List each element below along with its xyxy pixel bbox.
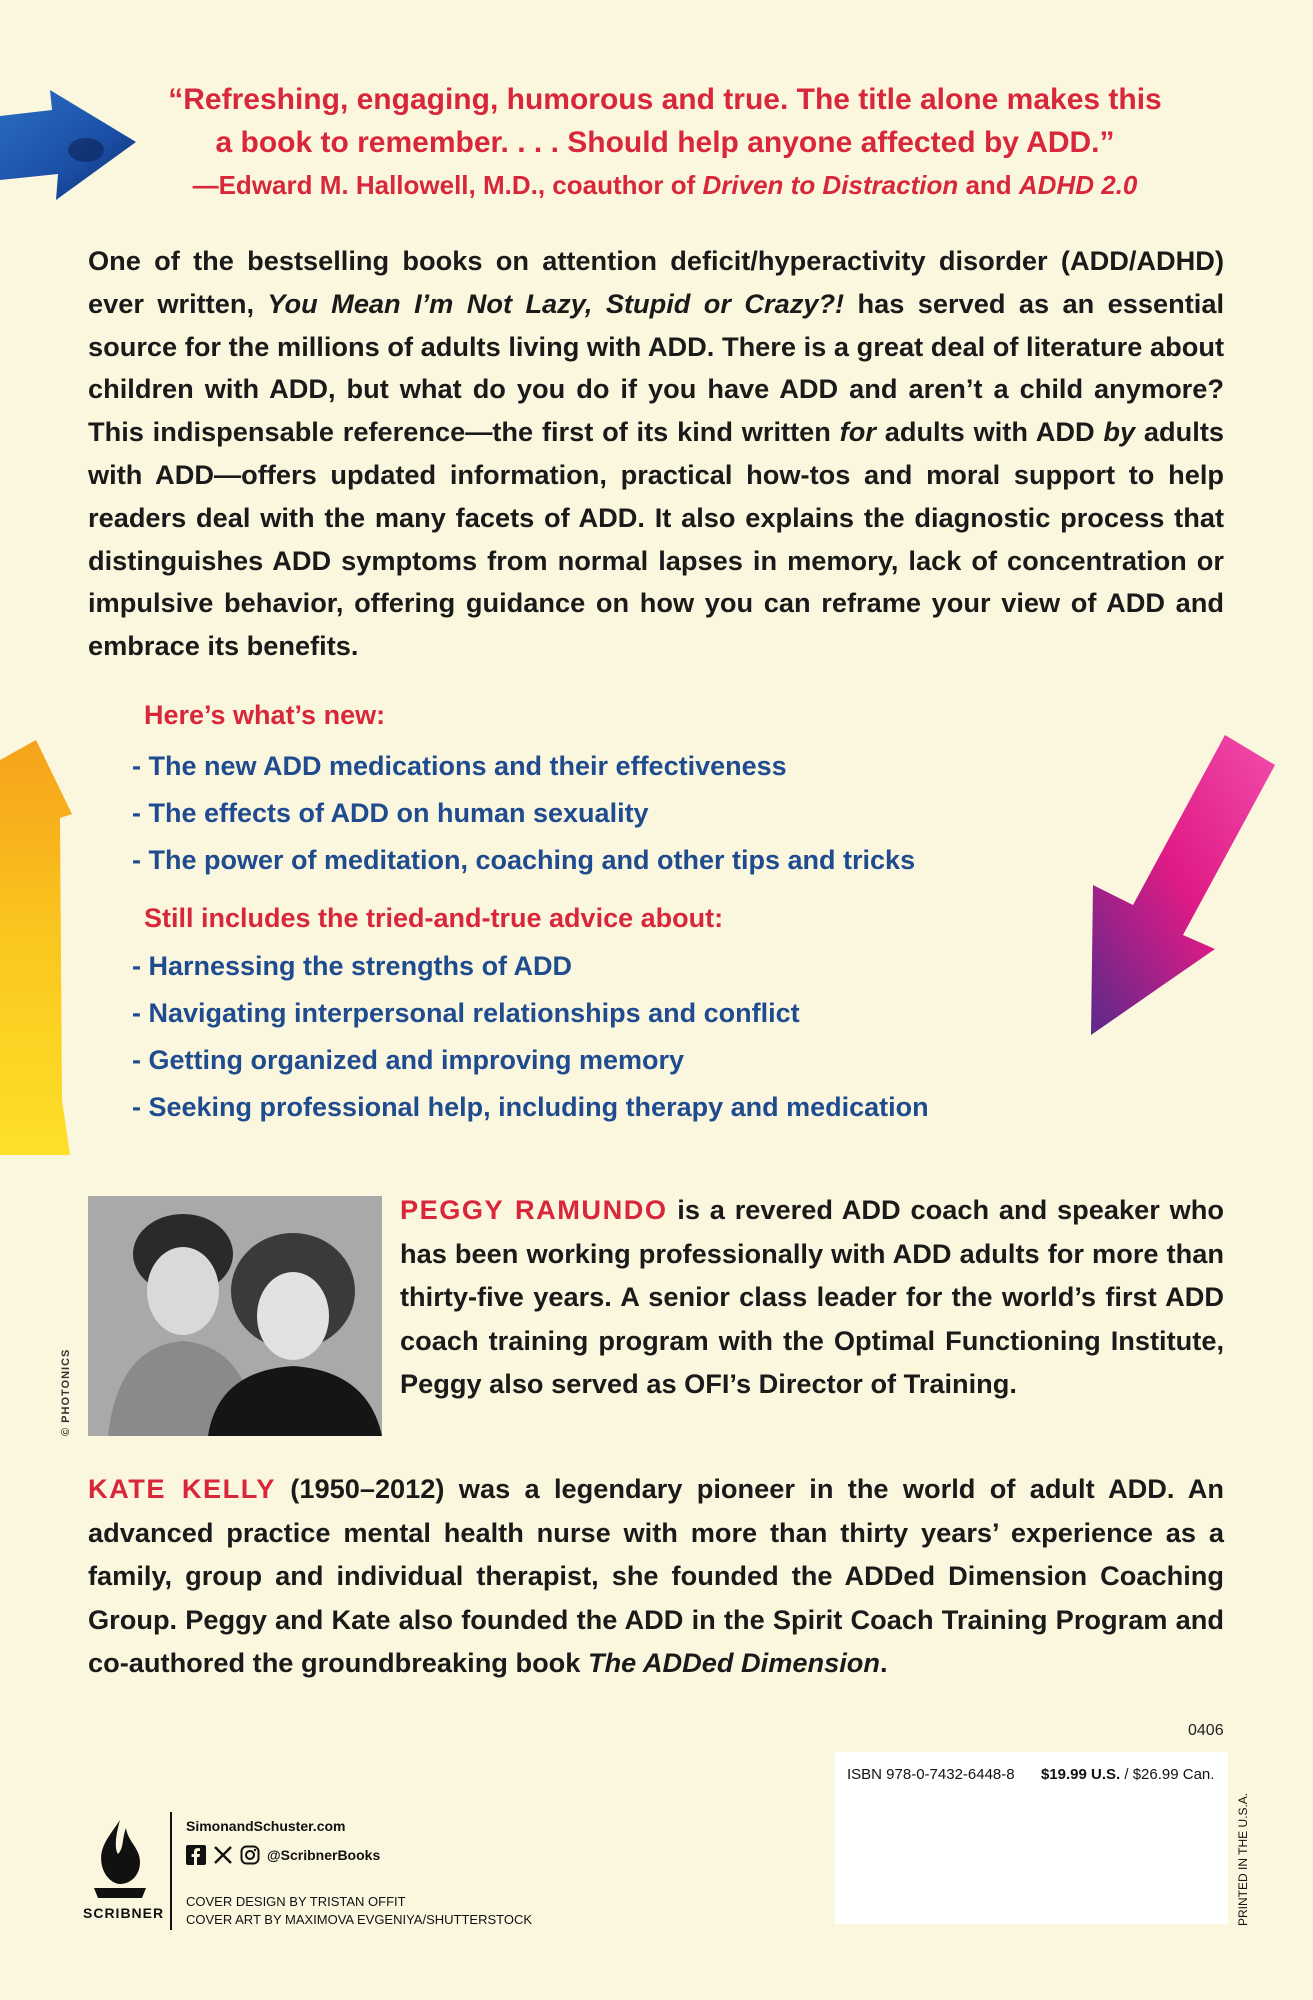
photo-credit: © PHOTONICS	[60, 1348, 72, 1436]
list-item: - Harnessing the strengths of ADD	[132, 951, 573, 981]
description-paragraph	[88, 240, 1224, 668]
blurb-by: by	[1103, 416, 1136, 448]
whats-new-list	[132, 743, 915, 884]
list-item: - The effects of ADD on human sexuality	[132, 798, 649, 828]
blurb-book-title: You Mean I’m Not Lazy, Stupid or Crazy?!	[267, 287, 845, 319]
bio-peggy-text: is a revered ADD coach and speaker who has been working professionally with ADD adults for more than thirty-five years. A senior class leader for the world’s first ADD coach training program with the Optimal Functioning Institute, Peggy also served as OFI’s Director of Training.	[400, 1194, 1224, 1399]
bio-kate-end: .	[880, 1647, 888, 1678]
scribner-flame-logo-icon	[90, 1818, 150, 1900]
cover-design-credit: COVER DESIGN BY TRISTAN OFFIT	[186, 1894, 406, 1909]
price-separator: /	[1120, 1766, 1133, 1783]
product-code: 0406	[1188, 1722, 1224, 1739]
price-us: $19.99 U.S.	[1040, 1766, 1121, 1783]
website-link[interactable]: SimonandSchuster.com	[186, 1818, 346, 1834]
list-item: - Getting organized and improving memory	[132, 1045, 685, 1075]
author-photo	[88, 1196, 382, 1436]
facebook-icon[interactable]	[186, 1845, 206, 1865]
blurb-text-3: adults with ADD	[875, 416, 1104, 448]
bio-kate-book: The ADDed Dimension	[587, 1647, 881, 1678]
yellow-arrow-icon	[0, 740, 78, 1155]
bio-kate-text: (1950–2012) was a legendary pioneer in the world of adult ADD. An advanced practice mental health nurse with more than thirty years’ experience as a family, group and individual therapist, she founded the ADDed Dimension Coaching Group. Peggy and Kate also founded the ADD in the Spirit Coach Training Program and co-authored the groundbreaking book	[88, 1473, 1224, 1678]
quote-attribution	[120, 164, 1210, 207]
barcode-area	[835, 1752, 1228, 1924]
book-title-1: Driven to Distraction	[702, 170, 959, 200]
list-item: - Navigating interpersonal relationships and conflict	[132, 998, 800, 1028]
blurb-text-4: adults with ADD—offers updated information, practical how-tos and moral support to help readers deal with the many facets of ADD. It also explains the diagnostic process that distinguishes ADD symptoms from normal lapses in memory, lack of concentration or impulsive behavior, offering guidance on how you can reframe your view of ADD and embrace its benefits.	[88, 416, 1224, 662]
blurb-for: for	[839, 416, 876, 448]
author-name-peggy: PEGGY RAMUNDO	[400, 1194, 668, 1225]
instagram-icon[interactable]	[240, 1845, 260, 1865]
publisher-divider	[170, 1812, 172, 1930]
social-handle[interactable]: @ScribnerBooks	[267, 1847, 381, 1863]
blurb-text-2: has served as an essential source for the millions of adults living with ADD. There is a great deal of literature about children with ADD, but what do you do if you have ADD and aren’t a child anymore? This indispensable reference—the first of its kind written	[88, 287, 1225, 448]
bio-kate	[88, 1467, 1224, 1685]
social-row	[186, 1845, 380, 1865]
isbn-line	[847, 1766, 1214, 1783]
quote-line-1: “Refreshing, engaging, humorous and true. The title alone makes this	[168, 83, 1162, 116]
price-can: $26.99 Can.	[1132, 1766, 1215, 1783]
still-includes-title: Still includes the tried-and-true advice about:	[144, 903, 724, 933]
review-quote	[120, 78, 1210, 207]
printed-in-usa: PRINTED IN THE U.S.A.	[1236, 1792, 1250, 1926]
pink-arrow-icon	[1085, 735, 1280, 1040]
list-item: - The new ADD medications and their effectiveness	[132, 751, 787, 781]
publisher-name: SCRIBNER	[83, 1905, 165, 1921]
attribution-prefix: —Edward M. Hallowell, M.D., coauthor of	[192, 170, 703, 200]
cover-art-credit: COVER ART BY MAXIMOVA EVGENIYA/SHUTTERSTOCK	[186, 1912, 533, 1927]
list-item: - The power of meditation, coaching and other tips and tricks	[132, 845, 916, 875]
list-item: - Seeking professional help, including therapy and medication	[132, 1092, 929, 1122]
author-name-kate: KATE KELLY	[88, 1473, 276, 1504]
quote-line-2: a book to remember. . . . Should help anyone affected by ADD.”	[215, 126, 1115, 159]
bio-peggy	[400, 1188, 1224, 1406]
book-title-2: ADHD 2.0	[1018, 170, 1138, 200]
still-includes-list	[132, 943, 929, 1131]
attribution-and: and	[958, 170, 1019, 200]
blue-arrow-icon	[0, 88, 140, 206]
whats-new-title: Here’s what’s new:	[144, 700, 386, 730]
isbn: ISBN 978-0-7432-6448-8	[847, 1766, 1015, 1783]
x-icon[interactable]	[213, 1845, 233, 1865]
blurb-text-1: One of the bestselling books on attention deficit/hyperactivity disorder (ADD/ADHD) ever written,	[88, 245, 1224, 319]
